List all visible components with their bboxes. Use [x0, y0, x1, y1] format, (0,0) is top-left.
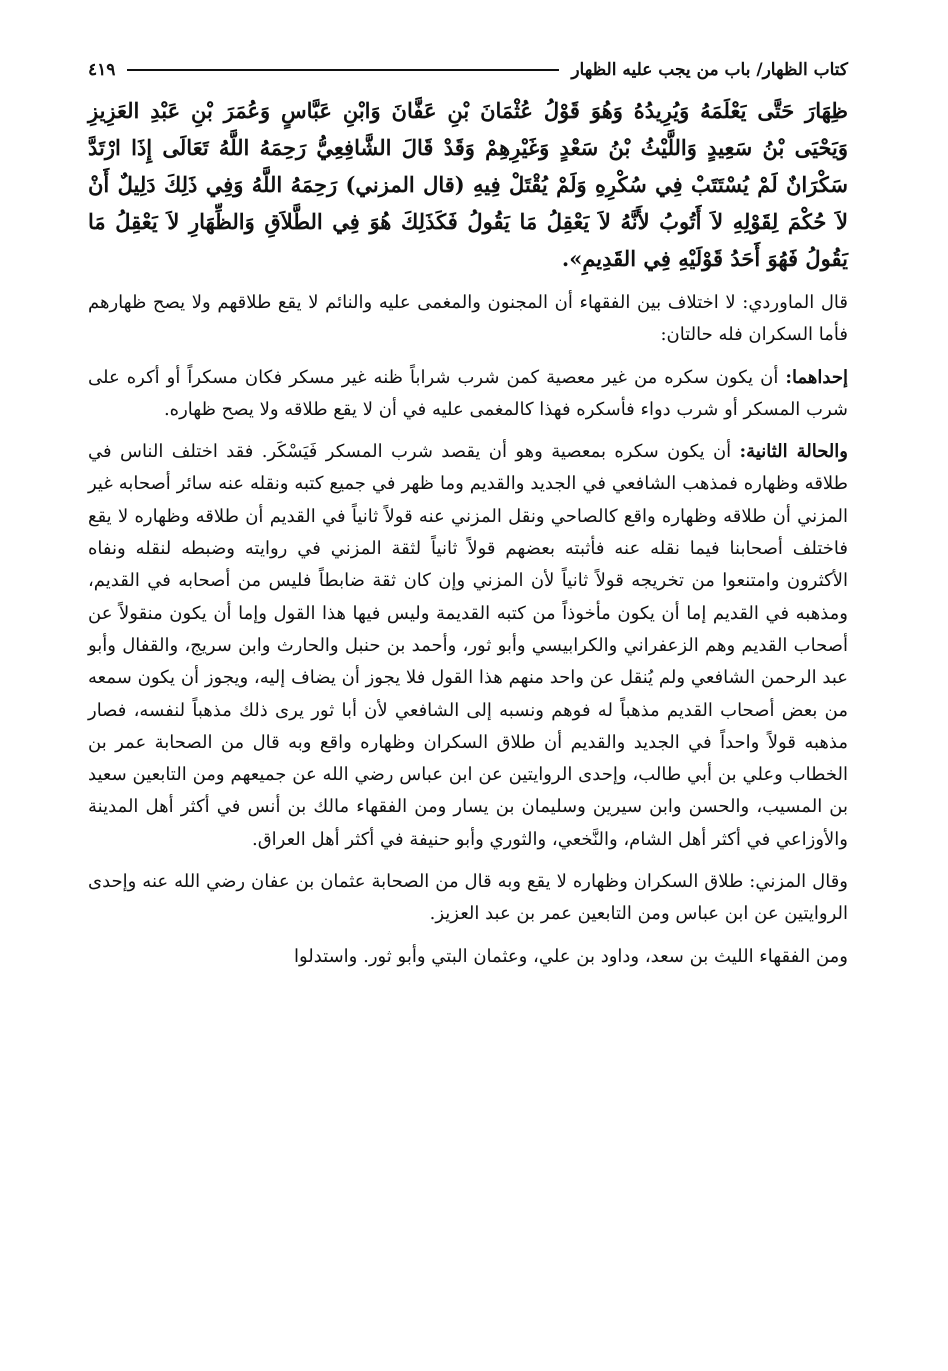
running-header	[88, 50, 848, 90]
paragraph-2	[88, 362, 848, 427]
paragraph-lead: إحداهما:	[785, 366, 848, 388]
paragraph-1	[88, 287, 848, 352]
paragraph-text: أن يكون سكره بمعصية وهو أن يقصد شرب المسكر فَيَسْكَر. فقد اختلف الناس في طلاقه وظهاره فمذهب الشافعي في الجديد والقديم وما ظهر في جميع كتبه ونقله عنه سائر أصحابه غير المزني أن طلاقه وظهاره واقع كالصاحي ونقل المزني عنه قولاً ثانياً في القديم أن طلاقه وظهاره لا يقع فاختلف أصحابنا فيما نقله عنه فأثبته بعضهم قولاً ثانياً لثقة المزني في روايته وضبطه لنقله ونفاه الأكثرون وامتنعوا من تخريجه قولاً ثانياً لأن المزني وإن كان ثقة ضابطاً فليس من أصحابه في القديم، ومذهبه في القديم إما أن يكون مأخوذاً من كتبه القديمة وليس فيها هذا القول وإما أن يكون منقولاً عن أصحاب القديم وهم الزعفراني والكرابيسي وأبو ثور، وأحمد بن حنبل والحارث وابن سريج، والقفال وأبو عبد الرحمن الشافعي ولم يُنقل عن واحد منهم هذا القول فلا يجوز أن يضاف إليه، ويجوز أن يكون سمعه من بعض أصحاب القديم مذهباً له فوهم ونسبه إلى الشافعي لأن أبا ثور يرى ذلك مذهباً لنفسه، فصار مذهبه قولاً واحداً في الجديد والقديم أن طلاق السكران وظهاره واقع وبه قال من الصحابة عمر بن الخطاب وعلي بن أبي طالب، وإحدى الروايتين عن ابن عباس رضي الله عن جميعهم ومن التابعين سعيد بن المسيب، والحسن وابن سيرين وسليمان بن يسار ومن الفقهاء مالك بن أنس في أكثر أهل المدينة والأوزاعي في أكثر أهل الشام، والنَّخعي، والثوري وأبو حنيفة في أكثر أهل العراق.	[88, 441, 848, 850]
paragraph-text: وقال المزني: طلاق السكران وظهاره لا يقع وبه قال من الصحابة عثمان بن عفان رضي الله عنه وإحدى الروايتين عن ابن عباس ومن التابعين عمر بن عبد العزيز.	[88, 871, 848, 925]
paragraph-text: أن يكون سكره من غير معصية كمن شرب شراباً ظنه غير مسكر فكان مسكراً أو أكره على شرب المسكر أو شرب دواء فأسكره فهذا كالمغمى عليه في أن لا يقع طلاقه ولا يصح ظهاره.	[88, 366, 848, 420]
matn-text: ظِهَارَ حَتَّى يَعْلَمَهُ وَيُرِيدُهُ وَهُوَ قَوْلُ عُثْمَانَ بْنِ عَفَّانَ وَابْنِ عَبَّاسٍ وَعُمَرَ بْنِ عَبْدِ العَزِيزِ وَيَحْيَى بْنُ سَعِيدٍ وَاللَّيْثُ بْنُ سَعْدٍ وَغَيْرِهِمْ وَقَدْ قَالَ الشَّافِعِيُّ رَحِمَهُ اللَّهُ تَعَالَى إِذَا ارْتَدَّ سَكْرَانٌ لَمْ يُسْتَتَبْ فِي سُكْرِهِ وَلَمْ يُقْتَلْ فِيهِ (قال المزني) رَحِمَهُ اللَّهُ وَفِي ذَلِكَ دَلِيلٌ أَنْ لاَ حُكْمَ لِقَوْلِهِ لاَ أَتُوبُ لأَنَّهُ لاَ يَعْقِلُ مَا يَقُولُ فَكَذَلِكَ هُوَ فِي الطَّلاَقِ وَالظِّهَارِ لاَ يَعْقِلُ مَا يَقُولُ فَهُوَ أَحَدُ قَوْلَيْهِ فِي القَدِيمِ».	[88, 98, 848, 271]
page-number: ٤١٩	[88, 60, 116, 80]
header-rule	[127, 69, 559, 71]
paragraph-4	[88, 866, 848, 931]
book-page	[88, 50, 848, 1350]
book-title: كتاب الظهار/ باب من يجب عليه الظهار	[571, 60, 848, 80]
paragraph-5	[88, 941, 848, 973]
paragraph-lead: والحالة الثانية:	[739, 441, 848, 463]
paragraph-text: قال الماوردي: لا اختلاف بين الفقهاء أن المجنون والمغمى عليه والنائم لا يقع طلاقهم ولا يصح ظهارهم فأما السكران فله حالتان:	[88, 292, 848, 346]
paragraph-text: ومن الفقهاء الليث بن سعد، وداود بن علي، وعثمان البتي وأبو ثور. واستدلوا	[293, 945, 848, 967]
paragraph-3	[88, 436, 848, 856]
